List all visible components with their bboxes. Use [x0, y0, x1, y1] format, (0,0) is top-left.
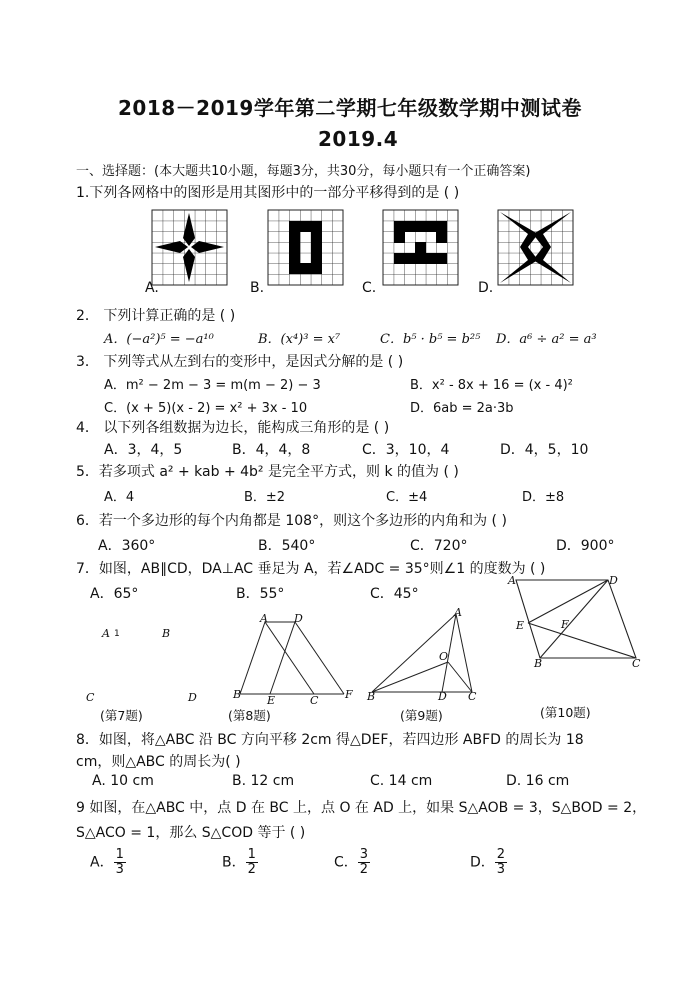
fig8-label-c: C [310, 694, 319, 707]
fig9-label-a: A [454, 606, 462, 619]
question-9-line-2: S△ACO = 1，那么 S△COD 等于 ( ) [76, 825, 306, 841]
question-2-stem: 2． 下列计算正确的是 ( ) [76, 308, 236, 324]
q9-c-numerator: 3 [359, 847, 369, 862]
q6-option-c: C．720° [410, 538, 468, 554]
q1-label-a: A. [145, 280, 159, 296]
q9-option-b [222, 848, 258, 877]
fig9-label-d: D [438, 690, 447, 703]
q9-option-c-fraction [358, 848, 370, 877]
q9-option-d-fraction [495, 848, 507, 877]
q9-option-a-fraction [114, 848, 126, 877]
fig10-label-a: A [508, 574, 516, 587]
question-4-stem: 4． 以下列各组数据为边长，能构成三角形的是 ( ) [76, 420, 390, 436]
q2-option-b: B．(x⁴)³ = x⁷ [258, 332, 341, 347]
q9-option-b-fraction [246, 848, 258, 877]
exam-date: 2019.4 [318, 127, 399, 151]
fig8-label-f: F [345, 688, 353, 701]
figure-9 [364, 608, 484, 708]
q1-grid-figures [130, 200, 650, 300]
q8-option-d: D. 16 cm [506, 773, 570, 789]
q2-option-c: C．b⁵ · b⁵ = b²⁵ [380, 332, 481, 347]
q6-option-d: D．900° [556, 538, 615, 554]
q3-option-b: B．x² - 8x + 16 = (x - 4)² [410, 378, 573, 393]
question-1-stem: 1.下列各网格中的图形是用其图形中的一部分平移得到的是 ( ) [76, 185, 460, 201]
q6-option-a: A．360° [98, 538, 156, 554]
q7-option-c: C．45° [370, 586, 419, 602]
q4-option-b: B．4，4，8 [232, 442, 311, 458]
grid-option-b [268, 210, 343, 285]
q8-option-b: B. 12 cm [232, 773, 295, 789]
q9-option-a [90, 848, 126, 877]
fig10-label-f: F [561, 618, 569, 631]
q5-option-b: B．±2 [244, 490, 286, 505]
q9-a-denominator: 3 [115, 862, 124, 877]
q9-d-denominator: 3 [496, 862, 506, 877]
question-9-line-1: 9 如图，在△ABC 中，点 D 在 BC 上，点 O 在 AD 上，如果 S△AOB = 3，S△BOD = 2， [76, 800, 647, 816]
q2-option-d: D．a⁶ ÷ a² = a³ [496, 332, 597, 347]
q4-option-c: C．3，10，4 [362, 442, 450, 458]
q5-option-c: C．±4 [386, 490, 428, 505]
q9-d-numerator: 2 [496, 847, 506, 862]
q4-option-a: A．3，4，5 [104, 442, 183, 458]
fig10-label-d: D [609, 574, 618, 587]
question-6-stem: 6．若一个多边形的每个内角都是 108°，则这个多边形的内角和为 ( ) [76, 513, 507, 529]
q3-option-c: C．(x + 5)(x - 2) = x² + 3x - 10 [104, 401, 308, 416]
q9-option-d [470, 848, 507, 877]
question-7-stem: 7．如图，AB∥CD，DA⊥AC 垂足为 A，若∠ADC = 35°则∠1 的度数为 ( ) [76, 561, 546, 577]
caption-figure-8: (第8题) [228, 708, 271, 723]
q8-option-c: C. 14 cm [370, 773, 433, 789]
fig7-label-c: C [86, 691, 95, 704]
fig7-label-a: A [102, 627, 110, 640]
q9-option-a-label: A． [90, 854, 114, 871]
fig8-label-a: A [260, 612, 268, 625]
fig7-label-d: D [188, 691, 197, 704]
question-8-line-2: cm，则△ABC 的周长为( ) [76, 754, 241, 770]
q2-option-a: A．(−a²)⁵ = −a¹⁰ [104, 332, 214, 347]
q1-label-c: C. [362, 280, 377, 296]
grid-option-c [383, 210, 458, 285]
question-5-stem: 5．若多项式 a² + kab + 4b² 是完全平方式，则 k 的值为 ( ) [76, 464, 459, 480]
fig10-label-c: C [632, 657, 641, 670]
q1-label-d: D. [478, 280, 494, 296]
q7-option-b: B．55° [236, 586, 285, 602]
fig8-label-b: B [233, 688, 242, 701]
page-title: 2018－2019学年第二学期七年级数学期中测试卷 [118, 96, 582, 120]
fig9-label-o: O [439, 650, 449, 663]
q3-option-a: A．m² − 2m − 3 = m(m − 2) − 3 [104, 378, 321, 393]
grid-option-a [152, 210, 227, 285]
caption-figure-7: (第7题) [100, 708, 143, 723]
q9-c-denominator: 2 [359, 862, 369, 877]
q9-option-d-label: D． [470, 854, 495, 871]
question-3-stem: 3． 下列等式从左到右的变形中，是因式分解的是 ( ) [76, 354, 404, 370]
fig8-label-d: D [294, 612, 303, 625]
q3-option-d: D．6ab = 2a·3b [410, 401, 514, 416]
figure-8 [232, 612, 357, 707]
fig8-label-e: E [267, 694, 276, 707]
q7-option-a: A．65° [90, 586, 139, 602]
q8-option-a: A. 10 cm [92, 773, 154, 789]
q1-label-b: B. [250, 280, 265, 296]
section-heading: 一、选择题：(本大题共10小题，每题3分，共30分，每小题只有一个正确答案) [76, 164, 531, 179]
fig7-label-angle-1: 1 [114, 629, 120, 639]
question-8-line-1: 8．如图，将△ABC 沿 BC 方向平移 2cm 得△DEF，若四边形 ABFD 的周长为 18 [76, 732, 584, 748]
q5-option-a: A．4 [104, 490, 135, 505]
caption-figure-10: (第10题) [540, 705, 591, 720]
fig7-label-b: B [162, 627, 171, 640]
q9-b-numerator: 1 [247, 847, 256, 862]
q5-option-d: D．±8 [522, 490, 565, 505]
q6-option-b: B．540° [258, 538, 316, 554]
grid-option-d [498, 210, 573, 285]
q9-a-numerator: 1 [115, 847, 124, 862]
q9-option-c [334, 848, 370, 877]
fig10-label-e: E [516, 619, 525, 632]
fig9-label-b: B [367, 690, 376, 703]
q4-option-d: D．4，5，10 [500, 442, 589, 458]
q9-option-c-label: C． [334, 854, 358, 871]
fig9-label-c: C [468, 690, 477, 703]
q9-option-b-label: B． [222, 854, 246, 871]
fig10-label-b: B [534, 657, 543, 670]
caption-figure-9: (第9题) [400, 708, 443, 723]
q9-b-denominator: 2 [247, 862, 256, 877]
